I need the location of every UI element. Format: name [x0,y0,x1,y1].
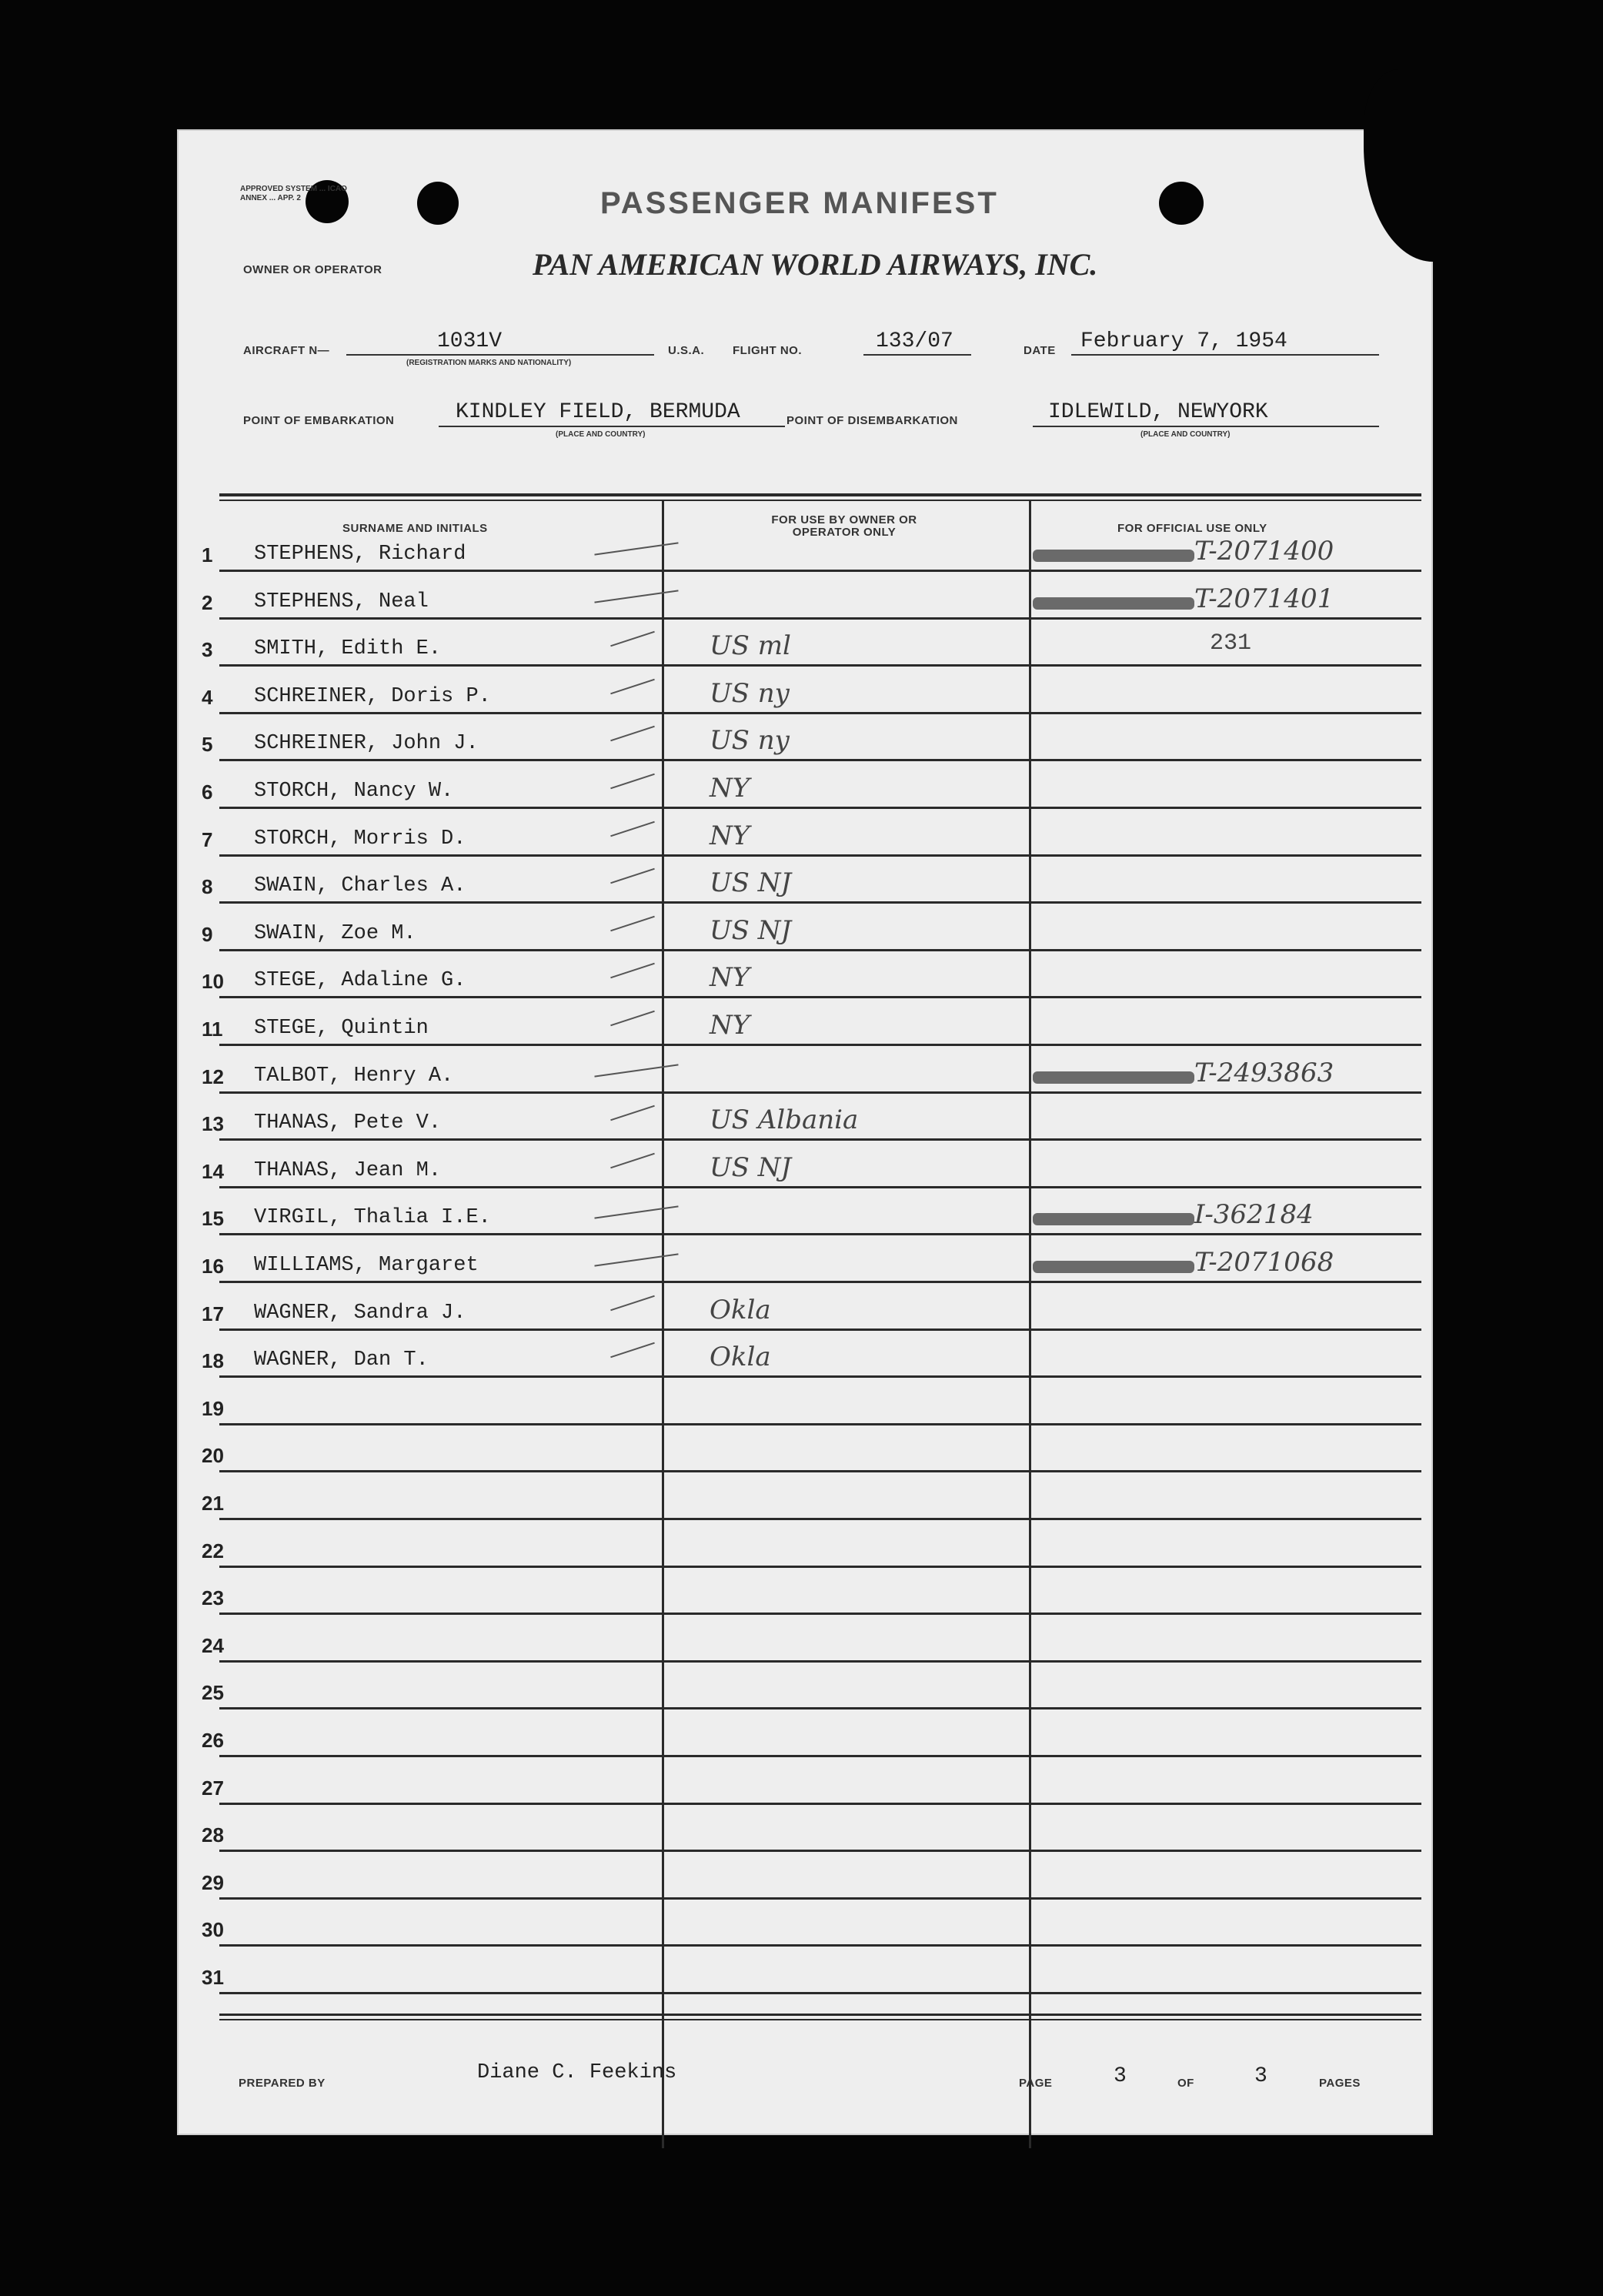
check-mark [610,1105,655,1121]
manifest-sheet [177,129,1433,2135]
row-number: 17 [202,1302,224,1325]
row-number: 6 [202,780,213,804]
owner-note: NY [710,820,750,851]
passenger-name: THANAS, Jean M. [254,1159,442,1182]
row-rule [219,854,1421,857]
row-number: 31 [202,1966,224,1989]
row-number: 23 [202,1586,224,1609]
row-rule [219,1375,1421,1378]
row-rule [219,1566,1421,1568]
row-rule [219,1091,1421,1094]
check-mark [610,821,655,837]
row-number: 5 [202,733,213,756]
row-number: 18 [202,1349,224,1372]
official-entry: 231 [1210,630,1252,657]
row-number: 12 [202,1065,224,1088]
embarkation-underline [439,426,785,427]
official-entry: T-2071401 [1194,583,1334,614]
row-rule [219,1328,1421,1331]
passenger-name: SCHREINER, Doris P. [254,685,491,708]
row-number: 2 [202,591,213,614]
flight-underline [863,354,971,356]
row-number: 29 [202,1871,224,1894]
pages-label: PAGES [1319,2077,1361,2090]
embarkation-value: KINDLEY FIELD, BERMUDA [456,400,740,424]
row-number: 28 [202,1823,224,1846]
row-number: 27 [202,1776,224,1800]
owner-note: US NJ [710,1152,792,1183]
row-number: 13 [202,1112,224,1135]
check-mark [610,868,655,884]
owner-note: US NJ [710,915,792,946]
passenger-name: STEGE, Quintin [254,1017,429,1040]
check-mark [610,1011,655,1026]
approval-note: APPROVED SYSTEM ... ICAO ANNEX ... APP. 2 [240,185,347,202]
row-number: 30 [202,1918,224,1941]
column-divider-1 [662,500,664,2148]
registration-caption: (REGISTRATION MARKS AND NATIONALITY) [406,359,572,367]
redaction-mark [1033,1071,1194,1084]
owner-note: Okla [710,1295,771,1325]
row-rule [219,1186,1421,1188]
flight-label: FLIGHT NO. [733,344,802,357]
manifest-title: PASSENGER MANIFEST [600,186,999,220]
passenger-name: SWAIN, Charles A. [254,874,466,897]
punch-hole-right [1159,182,1204,225]
row-rule [219,1281,1421,1283]
check-mark [594,1064,678,1077]
aircraft-value: 1031V [437,329,503,353]
of-label: OF [1177,2077,1194,2090]
row-rule [219,1660,1421,1663]
row-rule [219,1992,1421,1994]
redaction-mark [1033,550,1194,562]
row-rule [219,1944,1421,1947]
page-number: 3 [1114,2064,1127,2088]
owner-note: US ny [710,678,790,709]
check-mark [610,679,655,694]
passenger-name: STORCH, Nancy W. [254,780,454,803]
check-mark [610,726,655,741]
passenger-name: SWAIN, Zoe M. [254,922,416,945]
flight-number: 133/07 [876,329,953,353]
date-underline [1071,354,1379,356]
row-rule [219,1803,1421,1805]
prepared-by-value: Diane C. Feekins [477,2061,677,2084]
owner-note: US Albania [710,1105,859,1135]
embarkation-caption: (PLACE AND COUNTRY) [556,430,646,439]
check-mark [610,1342,655,1358]
usa-label: U.S.A. [668,344,705,357]
row-number: 25 [202,1681,224,1704]
check-mark [610,963,655,978]
table-bottom-rule-2 [219,2019,1421,2020]
row-rule [219,664,1421,667]
row-rule [219,1897,1421,1900]
row-number: 16 [202,1255,224,1278]
check-mark [594,1253,678,1266]
row-number: 10 [202,970,224,993]
passenger-name: SCHREINER, John J. [254,732,479,755]
table-top-rule-2 [219,500,1421,501]
passenger-name: WILLIAMS, Margaret [254,1254,479,1277]
row-number: 15 [202,1207,224,1230]
passenger-name: TALBOT, Henry A. [254,1064,454,1088]
passenger-name: STEGE, Adaline G. [254,969,466,992]
passenger-name: WAGNER, Sandra J. [254,1302,466,1325]
passenger-name: THANAS, Pete V. [254,1111,442,1135]
check-mark [594,1205,678,1218]
row-number: 4 [202,686,213,709]
official-entry: T-2493863 [1194,1058,1334,1088]
airline-name: PAN AMERICAN WORLD AIRWAYS, INC. [533,247,1098,282]
table-top-rule [219,493,1421,496]
redaction-mark [1033,597,1194,610]
owner-note: NY [710,773,750,804]
row-rule [219,570,1421,572]
check-mark [610,1153,655,1168]
row-rule [219,996,1421,998]
date-label: DATE [1024,344,1056,357]
row-rule [219,1518,1421,1520]
owner-note: NY [710,962,750,993]
row-rule [219,949,1421,951]
row-rule [219,759,1421,761]
row-number: 22 [202,1539,224,1562]
row-rule [219,1044,1421,1046]
owner-note: US NJ [710,867,792,898]
row-number: 20 [202,1444,224,1467]
row-rule [219,1707,1421,1709]
table-bottom-rule [219,2014,1421,2016]
row-number: 1 [202,543,213,566]
column-header-official: FOR OFFICIAL USE ONLY [1117,522,1267,535]
column-header-owner: FOR USE BY OWNER OR OPERATOR ONLY [771,513,917,539]
row-rule [219,1613,1421,1615]
prepared-by-label: PREPARED BY [239,2077,326,2090]
torn-corner [1364,69,1479,262]
row-number: 26 [202,1729,224,1752]
passenger-name: STORCH, Morris D. [254,827,466,851]
check-mark [610,631,655,647]
row-number: 8 [202,875,213,898]
owner-note: NY [710,1010,750,1041]
check-mark [594,542,678,555]
passenger-name: STEPHENS, Neal [254,590,429,613]
passenger-name: STEPHENS, Richard [254,543,466,566]
total-pages: 3 [1254,2064,1267,2088]
redaction-mark [1033,1261,1194,1273]
date-value: February 7, 1954 [1080,329,1287,353]
owner-note: US ml [710,630,791,661]
aircraft-label: AIRCRAFT N— [243,344,330,357]
row-number: 19 [202,1397,224,1420]
disembarkation-caption: (PLACE AND COUNTRY) [1140,430,1231,439]
official-entry: T-2071400 [1194,536,1334,566]
page-label: PAGE [1019,2077,1053,2090]
row-number: 11 [202,1018,223,1041]
aircraft-underline [346,354,654,356]
row-rule [219,1755,1421,1757]
row-rule [219,1233,1421,1235]
row-number: 9 [202,923,213,946]
redaction-mark [1033,1213,1194,1225]
row-rule [219,712,1421,714]
row-number: 24 [202,1634,224,1657]
row-rule [219,1423,1421,1425]
disembarkation-label: POINT OF DISEMBARKATION [786,414,958,427]
owner-note: Okla [710,1342,771,1372]
passenger-name: SMITH, Edith E. [254,637,442,660]
disembarkation-underline [1033,426,1379,427]
row-rule [219,617,1421,620]
row-rule [219,901,1421,904]
row-number: 14 [202,1160,224,1183]
row-number: 21 [202,1492,224,1515]
check-mark [610,916,655,931]
row-rule [219,1470,1421,1472]
check-mark [610,1295,655,1311]
row-rule [219,1138,1421,1141]
owner-label: OWNER OR OPERATOR [243,263,382,276]
passenger-name: VIRGIL, Thalia I.E. [254,1206,491,1229]
column-header-name: SURNAME AND INITIALS [342,522,488,535]
row-rule [219,807,1421,809]
punch-hole-center [417,182,459,225]
owner-note: US ny [710,725,790,756]
official-entry: I-362184 [1194,1199,1314,1230]
row-number: 7 [202,828,213,851]
check-mark [610,774,655,789]
row-rule [219,1850,1421,1852]
disembarkation-value: IDLEWILD, NEWYORK [1048,400,1268,424]
check-mark [594,590,678,603]
official-entry: T-2071068 [1194,1247,1334,1278]
passenger-name: WAGNER, Dan T. [254,1349,429,1372]
row-number: 3 [202,638,213,661]
embarkation-label: POINT OF EMBARKATION [243,414,395,427]
column-divider-2 [1029,500,1031,2148]
